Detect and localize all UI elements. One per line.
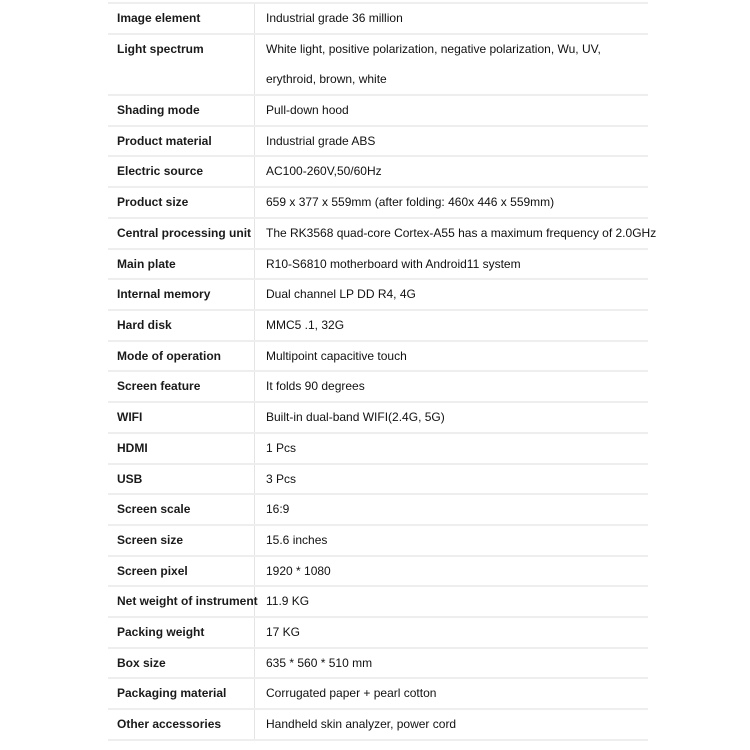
- spec-row: [108, 647, 648, 680]
- spec-value-line: 659 x 377 x 559mm (after folding: 460x 446 x 559mm): [266, 195, 555, 210]
- spec-row: [108, 524, 648, 557]
- spec-value-line: It folds 90 degrees: [266, 379, 365, 394]
- spec-row: [108, 463, 648, 496]
- spec-label: Image element: [108, 4, 255, 33]
- spec-value: [255, 372, 648, 401]
- spec-row: [108, 493, 648, 526]
- spec-value-line: White light, positive polarization, negative polarization, Wu, UV,: [266, 41, 601, 56]
- spec-row: [108, 708, 648, 741]
- spec-value: [255, 465, 648, 494]
- spec-row: [108, 340, 648, 373]
- spec-value-line: Industrial grade ABS: [266, 133, 376, 148]
- spec-value-line: Dual channel LP DD R4, 4G: [266, 287, 416, 302]
- spec-value: [255, 35, 648, 94]
- spec-value: [255, 250, 648, 279]
- spec-value-line: 16:9: [266, 502, 290, 517]
- spec-value: [255, 526, 648, 555]
- spec-value-line: Built-in dual-band WIFI(2.4G, 5G): [266, 410, 445, 425]
- spec-label: Screen scale: [108, 495, 255, 524]
- spec-row: [108, 309, 648, 342]
- spec-label: Electric source: [108, 157, 255, 186]
- spec-label: HDMI: [108, 434, 255, 463]
- spec-value-line: Multipoint capacitive touch: [266, 348, 407, 363]
- spec-label: Hard disk: [108, 311, 255, 340]
- spec-row: [108, 585, 648, 618]
- spec-value: [255, 311, 648, 340]
- spec-value: [255, 157, 648, 186]
- spec-value-line: 1920 * 1080: [266, 563, 331, 578]
- spec-value-line: 11.9 KG: [266, 594, 310, 609]
- spec-row: [108, 278, 648, 311]
- spec-row: [108, 125, 648, 158]
- spec-value: [255, 679, 648, 708]
- spec-value: [255, 587, 648, 616]
- spec-row: [108, 217, 657, 250]
- spec-label: Packaging material: [108, 679, 255, 708]
- spec-row: [108, 94, 648, 127]
- spec-label: Shading mode: [108, 96, 255, 125]
- spec-value-line: Industrial grade 36 million: [266, 11, 403, 25]
- spec-value-line: Corrugated paper + pearl cotton: [266, 686, 437, 701]
- spec-value-line: 15.6 inches: [266, 532, 328, 547]
- spec-label: Light spectrum: [108, 35, 255, 94]
- spec-value: [255, 4, 648, 33]
- spec-label: WIFI: [108, 403, 255, 432]
- spec-value-line: Handheld skin analyzer, power cord: [266, 717, 457, 732]
- spec-value-line: Pull-down hood: [266, 103, 349, 118]
- spec-value: [255, 710, 648, 739]
- spec-value: [255, 649, 648, 678]
- spec-label: Internal memory: [108, 280, 255, 309]
- spec-row: [108, 2, 648, 35]
- spec-value: [255, 557, 648, 586]
- spec-label: USB: [108, 465, 255, 494]
- spec-row: [108, 33, 648, 96]
- spec-value-line: MMC5 .1, 32G: [266, 318, 345, 332]
- spec-value: [255, 403, 648, 432]
- spec-label: Main plate: [108, 250, 255, 279]
- spec-value: [255, 618, 648, 647]
- spec-label: Other accessories: [108, 710, 255, 739]
- spec-row: [108, 370, 648, 403]
- spec-label: Mode of operation: [108, 342, 255, 371]
- spec-value: [255, 188, 648, 217]
- spec-row: [108, 616, 648, 649]
- spec-value-line: 635 * 560 * 510 mm: [266, 655, 373, 670]
- spec-label: Screen size: [108, 526, 255, 555]
- spec-value-line: erythroid, brown, white: [266, 72, 387, 87]
- spec-value: [255, 127, 648, 156]
- spec-row: [108, 555, 648, 588]
- spec-value: [255, 96, 648, 125]
- spec-label: Screen pixel: [108, 557, 255, 586]
- spec-value: [255, 219, 657, 248]
- spec-row: [108, 186, 648, 219]
- spec-value: [255, 495, 648, 524]
- spec-value-line: R10-S6810 motherboard with Android11 system: [266, 256, 521, 271]
- spec-value-line: AC100-260V,50/60Hz: [266, 164, 382, 179]
- spec-row: [108, 155, 648, 188]
- spec-label: Box size: [108, 649, 255, 678]
- spec-row: [108, 677, 648, 710]
- spec-value-line: 1 Pcs: [266, 440, 297, 455]
- spec-row: [108, 401, 648, 434]
- spec-value: [255, 280, 648, 309]
- spec-row: [108, 432, 648, 465]
- spec-value-line: 17 KG: [266, 625, 301, 640]
- spec-value-line: The RK3568 quad-core Cortex-A55 has a maximum frequency of 2.0GHz: [266, 225, 657, 240]
- spec-value: [255, 434, 648, 463]
- spec-label: Product size: [108, 188, 255, 217]
- spec-row: [108, 248, 648, 281]
- spec-label: Product material: [108, 127, 255, 156]
- spec-value-line: 3 Pcs: [266, 471, 297, 486]
- spec-value: [255, 342, 648, 371]
- spec-label: Central processing unit: [108, 219, 255, 248]
- specification-table: [108, 4, 657, 741]
- spec-label: Packing weight: [108, 618, 255, 647]
- spec-label: Net weight of instrument: [108, 587, 255, 616]
- spec-label: Screen feature: [108, 372, 255, 401]
